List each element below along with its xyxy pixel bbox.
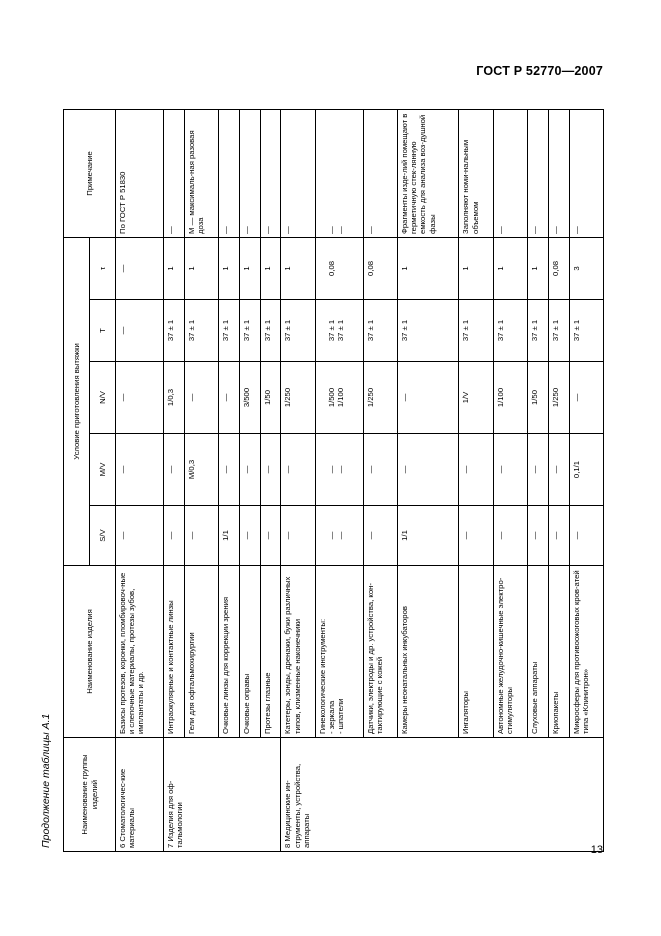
product-cell: Интраокулярные и контактные линзы: [163, 566, 184, 738]
tau-cell: 1: [260, 237, 281, 299]
mv-cell: —: [527, 434, 548, 506]
mv-cell: M/0,3: [184, 434, 218, 506]
nv-cell: 1/0,3: [163, 362, 184, 434]
T-cell: 37 ± 1 37 ± 1: [315, 300, 363, 362]
mv-cell: —: [163, 434, 184, 506]
tau-cell: 0,08: [548, 237, 569, 299]
mv-header: M/V: [90, 434, 116, 506]
note-cell: —: [163, 109, 184, 237]
data-table: [63, 109, 604, 852]
T-cell: 37 ± 1: [184, 300, 218, 362]
tau-cell: 1: [459, 237, 493, 299]
nv-cell: 1/50: [527, 362, 548, 434]
tau-cell: 3: [569, 237, 603, 299]
product-cell: Очковые линзы для коррекции зрения: [218, 566, 239, 738]
nv-cell: —: [116, 362, 164, 434]
table-row: [163, 109, 184, 851]
tau-cell: 1: [184, 237, 218, 299]
rotated-table-container: [63, 110, 604, 852]
table-row: [281, 109, 315, 851]
tau-cell: 1: [163, 237, 184, 299]
note-cell: —: [363, 109, 397, 237]
T-cell: 37 ± 1: [260, 300, 281, 362]
nv-cell: —: [218, 362, 239, 434]
product-cell: Гели для офтальмохирургии: [184, 566, 218, 738]
tau-header: τ: [90, 237, 116, 299]
T-cell: 37 ± 1: [493, 300, 527, 362]
mv-cell: —: [493, 434, 527, 506]
sv-cell: —: [281, 506, 315, 566]
mv-cell: —: [397, 434, 458, 506]
T-cell: 37 ± 1: [548, 300, 569, 362]
sv-cell: —: [260, 506, 281, 566]
tau-cell: 1: [239, 237, 260, 299]
T-cell: 37 ± 1: [397, 300, 458, 362]
note-cell: —: [493, 109, 527, 237]
nv-cell: 1/V: [459, 362, 493, 434]
sv-cell: —: [239, 506, 260, 566]
nv-header: N/V: [90, 362, 116, 434]
product-cell: Очковые оправы: [239, 566, 260, 738]
note-cell: Заполняют номи-нальным объемом: [459, 109, 493, 237]
tau-cell: 1: [218, 237, 239, 299]
nv-cell: 1/50: [260, 362, 281, 434]
mv-cell: —: [218, 434, 239, 506]
conditions-header: Условие приготовления вытяжки: [64, 237, 90, 565]
note-cell: —: [218, 109, 239, 237]
product-cell: Слуховые аппараты: [527, 566, 548, 738]
tau-cell: 0,08: [315, 237, 363, 299]
product-cell: Гинекологические инструменты: - зеркала - шпатели: [315, 566, 363, 738]
sv-cell: —: [569, 506, 603, 566]
nv-cell: 1/100: [493, 362, 527, 434]
T-cell: 37 ± 1: [569, 300, 603, 362]
product-cell: Ингаляторы: [459, 566, 493, 738]
T-cell: 37 ± 1: [363, 300, 397, 362]
T-cell: 37 ± 1: [281, 300, 315, 362]
temperature-header: T: [90, 300, 116, 362]
note-cell: M — максималь-ная разовая доза: [184, 109, 218, 237]
sv-cell: 1/1: [218, 506, 239, 566]
tau-cell: 1: [493, 237, 527, 299]
sv-cell: —: [459, 506, 493, 566]
note-cell: По ГОСТ Р 51830: [116, 109, 164, 237]
T-cell: 37 ± 1: [239, 300, 260, 362]
mv-cell: —: [281, 434, 315, 506]
sv-cell: —: [527, 506, 548, 566]
product-cell: Протезы глазные: [260, 566, 281, 738]
note-cell: —: [527, 109, 548, 237]
sv-cell: —: [548, 506, 569, 566]
mv-cell: —: [363, 434, 397, 506]
mv-cell: —: [459, 434, 493, 506]
tau-cell: —: [116, 237, 164, 299]
tau-cell: 1: [281, 237, 315, 299]
note-cell: —: [569, 109, 603, 237]
product-header: Наименование изделия: [64, 566, 116, 738]
table-caption: Продолжение таблицы А.1: [40, 713, 52, 848]
note-cell: Фрагменты изде-лий помещают в герметичную стек-лянную емкость для анализа воз-душной фазы: [397, 109, 458, 237]
nv-cell: 1/500 1/100: [315, 362, 363, 434]
product-cell: Камеры неонатальных инкубаторов: [397, 566, 458, 738]
mv-cell: —: [116, 434, 164, 506]
table-row: [116, 109, 164, 851]
table-body: [116, 109, 604, 851]
note-cell: —: [281, 109, 315, 237]
sv-cell: —: [184, 506, 218, 566]
product-cell: Автономные желудочно-кишечные электро-стимуляторы: [493, 566, 527, 738]
nv-cell: —: [397, 362, 458, 434]
mv-cell: —: [239, 434, 260, 506]
tau-cell: 1: [397, 237, 458, 299]
sv-cell: — —: [315, 506, 363, 566]
T-cell: 37 ± 1: [459, 300, 493, 362]
nv-cell: 1/250: [363, 362, 397, 434]
page-number: 13: [590, 844, 603, 856]
sv-cell: —: [493, 506, 527, 566]
nv-cell: 3/500: [239, 362, 260, 434]
T-cell: 37 ± 1: [527, 300, 548, 362]
nv-cell: —: [569, 362, 603, 434]
group-header: Наименование группы изделий: [64, 738, 116, 852]
sv-header: S/V: [90, 506, 116, 566]
product-cell: Криопакеты: [548, 566, 569, 738]
sv-cell: —: [116, 506, 164, 566]
mv-cell: 0,1/1: [569, 434, 603, 506]
group-cell: 8 Медицинские ин-струменты, устройства, аппараты: [281, 738, 604, 852]
sv-cell: —: [363, 506, 397, 566]
nv-cell: 1/250: [281, 362, 315, 434]
nv-cell: 1/250: [548, 362, 569, 434]
sv-cell: —: [163, 506, 184, 566]
note-cell: —: [548, 109, 569, 237]
product-cell: Датчики, электроды и др. устройства, кон-тактирующие с кожей: [363, 566, 397, 738]
mv-cell: —: [548, 434, 569, 506]
mv-cell: —: [260, 434, 281, 506]
T-cell: 37 ± 1: [218, 300, 239, 362]
note-header: Примечание: [64, 109, 116, 237]
product-cell: Микросферы для противоожоговых кров-атей типа «Клинитрон»: [569, 566, 603, 738]
product-cell: Катетеры, зонды, дренажи, бужи различных типов, клизменные наконечники: [281, 566, 315, 738]
T-cell: 37 ± 1: [163, 300, 184, 362]
group-cell: 6 Стоматологичес-кие материалы: [116, 738, 164, 852]
tau-cell: 1: [527, 237, 548, 299]
mv-cell: — —: [315, 434, 363, 506]
note-cell: —: [239, 109, 260, 237]
tau-cell: 0,08: [363, 237, 397, 299]
product-cell: Базисы протезов, коронки, пломбировоч-ные и слепочные материалы, протезы зубов, имплантаты и др.: [116, 566, 164, 738]
sv-cell: 1/1: [397, 506, 458, 566]
T-cell: —: [116, 300, 164, 362]
nv-cell: —: [184, 362, 218, 434]
note-cell: — —: [315, 109, 363, 237]
note-cell: —: [260, 109, 281, 237]
document-header: ГОСТ Р 52770—2007: [476, 64, 603, 78]
group-cell: 7 Изделия для оф-тальмологии: [163, 738, 281, 852]
